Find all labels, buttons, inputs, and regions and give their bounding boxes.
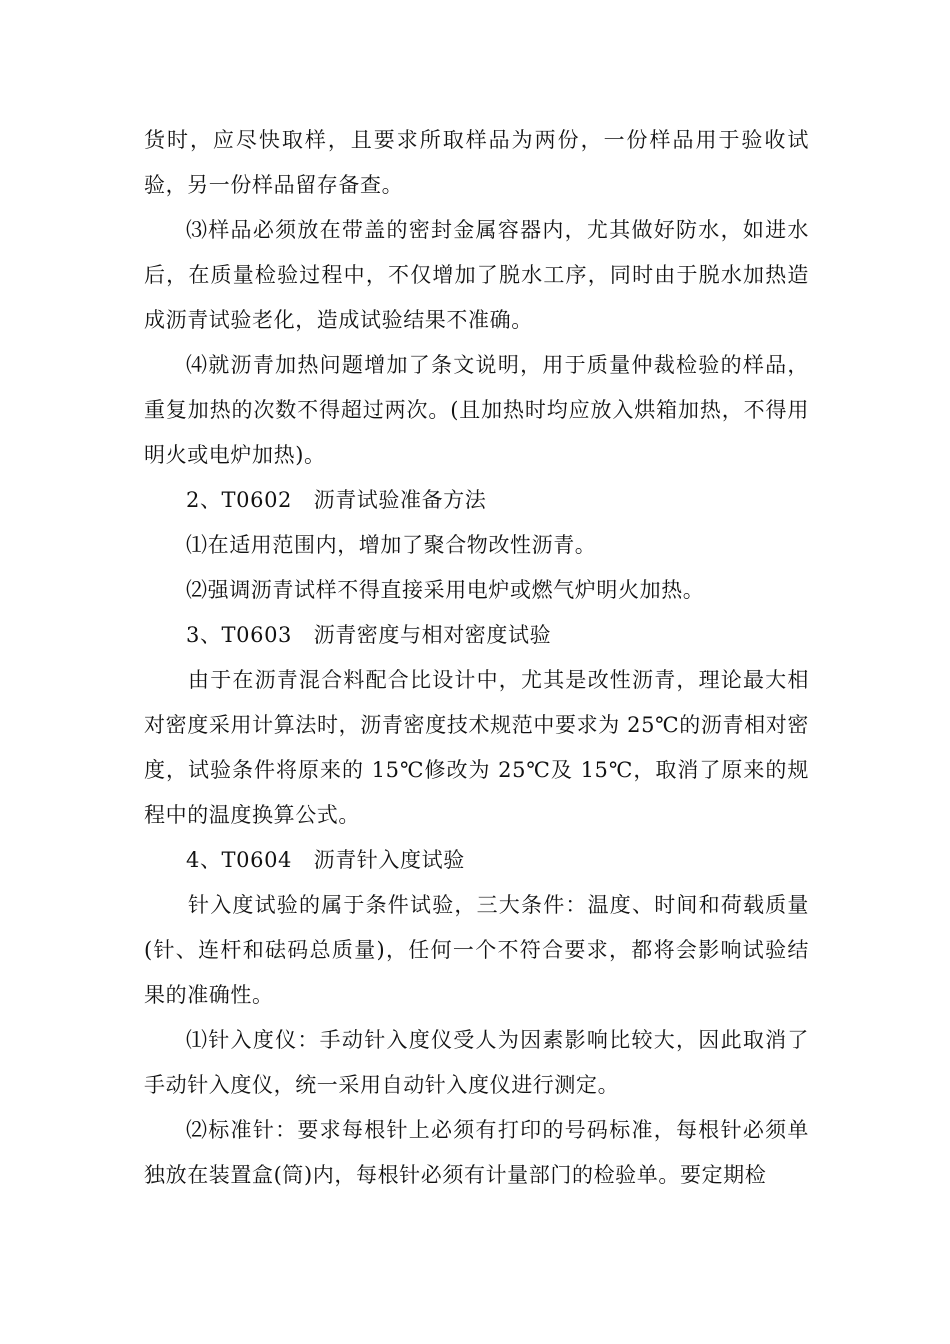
paragraph-item-4: ⑷就沥青加热问题增加了条文说明，用于质量仲裁检验的样品，重复加热的次数不得超过两次。(且加热时均应放入烘箱加热，不得用明火或电炉加热)。 xyxy=(144,353,809,467)
paragraph-t0604-body: 针入度试验的属于条件试验，三大条件：温度、时间和荷载质量(针、连杆和砝码总质量)，任何一个不符合要求，都将会影响试验结果的准确性。 xyxy=(144,893,809,1007)
paragraph-t0602-item-1: ⑴在适用范围内，增加了聚合物改性沥青。 xyxy=(186,533,597,557)
paragraph-t0604-item-1: ⑴针入度仪：手动针入度仪受人为因素影响比较大，因此取消了手动针入度仪，统一采用自动针入度仪进行测定。 xyxy=(144,1028,809,1097)
section-heading-t0604: 4、T0604 沥青针入度试验 xyxy=(186,848,465,872)
paragraph-continuation: 货时，应尽快取样，且要求所取样品为两份，一份样品用于验收试验，另一份样品留存备查。 xyxy=(144,128,809,197)
document-body xyxy=(144,118,809,1198)
section-heading-t0602: 2、T0602 沥青试验准备方法 xyxy=(186,488,487,512)
section-heading-t0603: 3、T0603 沥青密度与相对密度试验 xyxy=(186,623,552,647)
paragraph-t0602-item-2: ⑵强调沥青试样不得直接采用电炉或燃气炉明火加热。 xyxy=(186,578,705,602)
paragraph-item-3: ⑶样品必须放在带盖的密封金属容器内，尤其做好防水，如进水后，在质量检验过程中，不仅增加了脱水工序，同时由于脱水加热造成沥青试验老化，造成试验结果不准确。 xyxy=(144,218,809,332)
paragraph-t0604-item-2: ⑵标准针：要求每根针上必须有打印的号码标准，每根针必须单独放在装置盒(筒)内，每根针必须有计量部门的检验单。要定期检 xyxy=(144,1118,809,1187)
paragraph-t0603-body: 由于在沥青混合料配合比设计中，尤其是改性沥青，理论最大相对密度采用计算法时，沥青密度技术规范中要求为 25℃的沥青相对密度，试验条件将原来的 15℃修改为 25℃及 15℃，取消了原来的规程中的温度换算公式。 xyxy=(144,668,809,827)
